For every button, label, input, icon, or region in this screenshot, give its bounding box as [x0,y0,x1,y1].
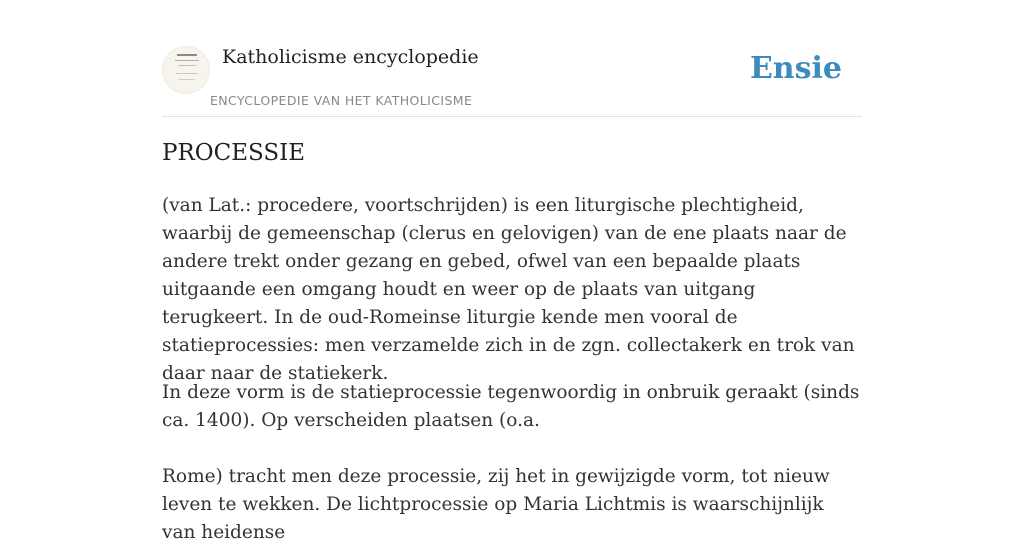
book-subtitle: ENCYCLOPEDIE VAN HET KATHOLICISME [210,93,473,108]
brand-logo-link[interactable]: Ensie [749,51,842,86]
cover-decoration [177,54,197,56]
cover-decoration [175,60,199,61]
site-header [162,40,862,117]
article-title: PROCESSIE [162,140,306,166]
article-paragraph: Rome) tracht men deze processie, zij het in gewijzigde vorm, tot nieuw leven te wekken. De lichtprocessie op Maria Lichtmis is waarschijnlijk van heidense [162,466,830,543]
cover-decoration [179,79,195,80]
cover-decoration [176,73,198,74]
book-cover-thumbnail[interactable] [162,46,210,94]
article-paragraph: In deze vorm is de statieprocessie tegenwoordig in onbruik geraakt (sinds ca. 1400). Op verscheiden plaatsen (o.a. [162,382,860,431]
article-paragraph: (van Lat.: procedere, voortschrijden) is een liturgische plechtigheid, waarbij de gemeenschap (clerus en gelovigen) van de ene plaats naar de andere trekt onder gezang en gebed, ofwel van een bepaalde plaats uitgaande een omgang houdt en weer op de plaats van uitgang terugkeert. In de oud-Romeinse liturgie kende men vooral de statieprocessies: men verzamelde zich in de zgn. collectakerk en trok van daar naar de statiekerk. [162,195,855,384]
cover-decoration [178,65,196,66]
book-title[interactable]: Katholicisme encyclopedie [222,46,479,68]
